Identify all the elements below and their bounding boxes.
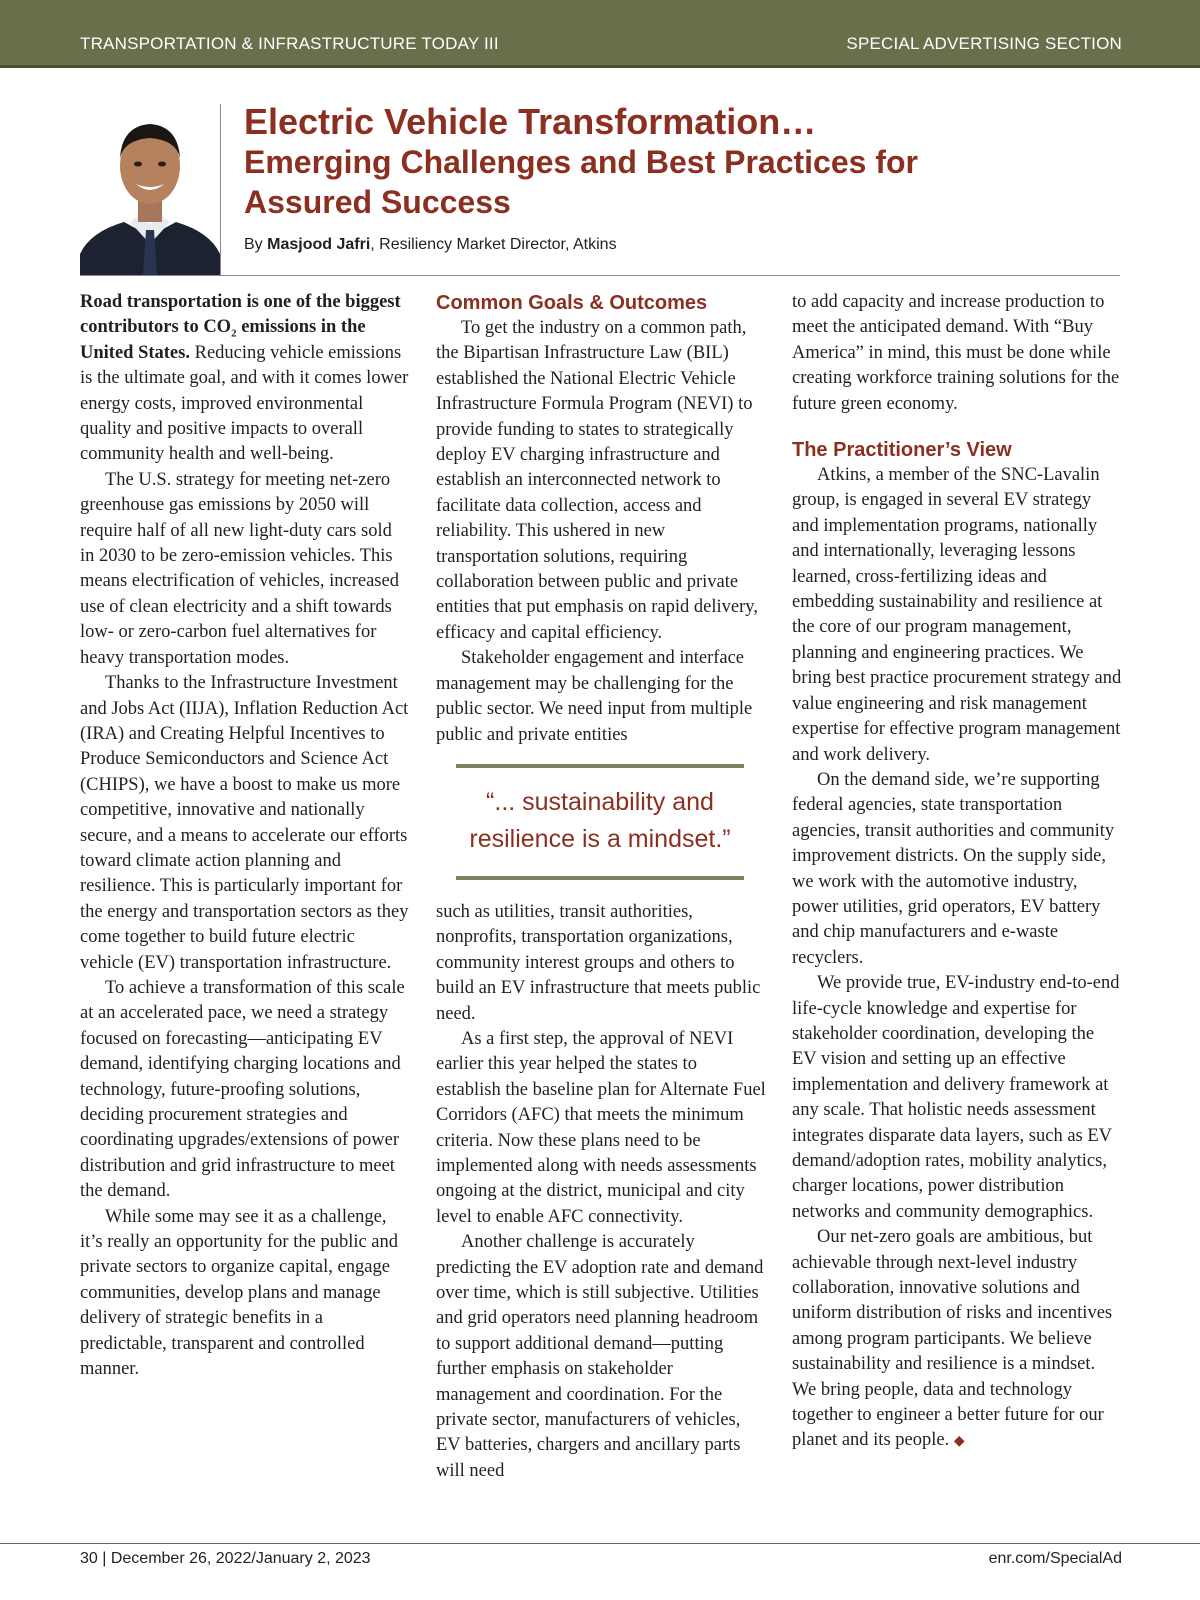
footer-divider: [0, 1543, 1200, 1544]
lead-subscript: 2: [231, 328, 237, 341]
paragraph: While some may see it as a challenge, it’s really an opportunity for the public and private sectors to organize capital, engage communities, develop plans and manage delivery of strategic benefits in a predictable, transparent and controlled manner.: [80, 1206, 399, 1380]
section-heading: The Practitioner’s View: [792, 439, 1012, 462]
lead-paragraph: [80, 290, 410, 468]
author-photo: [80, 104, 220, 276]
title-line-3: Assured Success: [244, 184, 511, 220]
footer-url: enr.com/SpecialAd: [988, 1550, 1122, 1567]
paragraph-continued: such as utilities, transit authorities, nonprofits, transportation organizations, community interest groups and others to build an EV infrastructure that meets public need.: [436, 901, 761, 1024]
paragraph: As a first step, the approval of NEVI earlier this year helped the states to establish the baseline plan for Alternate Fuel Corridors (AFC) that meets the minimum criteria. Now these plans need to be implemented along with needs assessments ongoing at the district, municipal and city level to enable AFC connectivity.: [436, 1028, 766, 1227]
section-title: TRANSPORTATION & INFRASTRUCTURE TODAY III: [80, 34, 499, 53]
paragraph: The U.S. strategy for meeting net-zero greenhouse gas emissions by 2050 will require half of all new light-duty cars sold in 2030 to be zero-emission vehicles. This means electrification of vehicles, increased use of clean electricity and a shift towards low- or zero-carbon fuel alternatives for heavy transportation modes.: [80, 469, 399, 668]
paragraph: Atkins, a member of the SNC-Lavalin group, is engaged in several EV strategy and implementation programs, nationally and internationally, leveraging lessons learned, cross-fertilizing ideas and embedding sustainability and resilience at the core of our program management, planning and engineering practices. We bring best practice procurement strategy and value engineering and risk management expertise for effective program management and work delivery.: [792, 465, 1122, 765]
author-title: , Resiliency Market Director, Atkins: [370, 236, 617, 253]
paragraph: Another challenge is accurately predicting the EV adoption rate and demand over time, which is still subjective. Utilities and grid operators need planning headroom to support additional demand—putting further emphasis on stakeholder management and coordination. For the private sector, manufacturers of vehicles, EV batteries, chargers and ancillary parts will need: [436, 1232, 764, 1481]
paragraph: We provide true, EV-industry end-to-end life-cycle knowledge and expertise for stakeholder coordination, developing the EV vision and setting up an effective implementation and delivery framework at any scale. That holistic needs assessment integrates disparate data layers, such as EV demand/adoption rates, mobility analytics, charger locations, power distribution networks and community demographics.: [792, 973, 1120, 1222]
top-banner: [0, 0, 1200, 68]
paragraph: To get the industry on a common path, the Bipartisan Infrastructure Law (BIL) established the National Electric Vehicle Infrastructure Formula Program (NEVI) to provide funding to states to strategically deploy EV charging infrastructure and establish an interconnected network to facilitate data collection, access and reliability. This ushered in new transportation solutions, requiring collaboration between public and private entities that put emphasis on rapid delivery, efficacy and capital efficiency.: [436, 318, 758, 643]
pull-quote: “... sustainability and resilience is a mindset.”: [456, 764, 744, 880]
paragraph: Thanks to the Infrastructure Investment and Jobs Act (IIJA), Inflation Reduction Act (IRA) and Creating Helpful Incentives to Produce Semiconductors and Science Act (CHIPS), we have a boost to make us more competitive, innovative and nationally secure, and a means to accelerate our efforts toward climate action planning and resilience. This is particularly important for the energy and transportation sectors as they come together to build future electric vehicle (EV) transportation infrastructure.: [80, 673, 409, 973]
title-line-2: Emerging Challenges and Best Practices for: [244, 144, 918, 180]
final-text: Our net-zero goals are ambitious, but achievable through next-level industry collaboration, innovative solutions and uniform distribution of risks and incentives among program participants. We believe sustainability and resilience is a mindset. We bring people, data and technology together to engineer a better future for our planet and its people.: [792, 1227, 1113, 1451]
lead-bold-b: emissions in the United States.: [80, 317, 366, 363]
column-2: [436, 290, 766, 1484]
header-divider: [80, 275, 1120, 276]
title-line-1: Electric Vehicle Transformation…: [244, 101, 817, 142]
article-title: [244, 102, 1124, 222]
author-name: Masjood Jafri: [267, 236, 371, 253]
photo-divider: [220, 104, 221, 276]
page-info: 30 | December 26, 2022/January 2, 2023: [80, 1550, 371, 1567]
section-heading: Common Goals & Outcomes: [436, 292, 708, 314]
paragraph: To achieve a transformation of this scale at an accelerated pace, we need a strategy focused on forecasting—anticipating EV demand, identifying charging locations and technology, future-proofing solutions, deciding procurement strategies and coordinating upgrades/extensions of power distribution and grid infrastructure to meet the demand.: [80, 977, 405, 1202]
column-1: [80, 290, 410, 1382]
author-portrait-icon: [80, 104, 220, 276]
lead-rest: Reducing vehicle emissions is the ultimate goal, and with it comes lower energy costs, improved environmental quality and positive impacts to overall community health and well-being.: [80, 342, 409, 465]
lead-bold-a: Road transportation is one of the biggest contributors to CO: [80, 292, 401, 338]
paragraph: Stakeholder engagement and interface management may be challenging for the public sector. We need input from multiple public and private entities: [436, 648, 753, 745]
byline: [244, 236, 617, 254]
end-mark-icon: ◆: [953, 1434, 965, 1450]
paragraph-continued: to add capacity and increase production to meet the anticipated demand. With “Buy America” in mind, this must be done while creating workforce training solutions for the future green economy.: [792, 292, 1120, 414]
column-3: [792, 290, 1122, 1455]
paragraph-final: [792, 1225, 1122, 1455]
paragraph: On the demand side, we’re supporting federal agencies, state transportation agencies, transit authorities and community improvement districts. On the supply side, we work with the automotive industry, power utilities, grid operators, EV battery and chip manufacturers and e-waste recyclers.: [792, 769, 1115, 968]
advertising-label: SPECIAL ADVERTISING SECTION: [846, 34, 1122, 53]
byline-prefix: By: [244, 236, 263, 253]
